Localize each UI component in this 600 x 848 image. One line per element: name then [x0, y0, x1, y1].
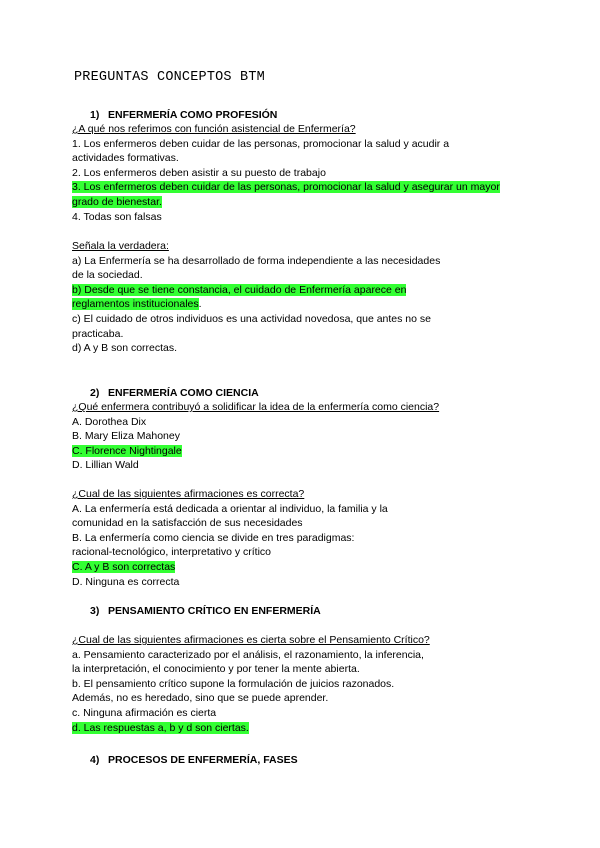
answer-line: a) La Enfermería se ha desarrollado de forma independiente a las necesidades: [72, 254, 441, 267]
answer-line: la interpretación, el conocimiento y por tener la mente abierta.: [72, 663, 360, 676]
answer-line: A. Dorothea Dix: [72, 415, 147, 428]
question-text: Señala la verdadera:: [72, 240, 169, 252]
answer-line: D. Lillian Wald: [72, 459, 139, 472]
answer-line: 2. Los enfermeros deben asistir a su puesto de trabajo: [72, 166, 326, 179]
section-heading-2: [90, 386, 259, 401]
correct-answer-highlight: d. Las respuestas a, b y d son ciertas.: [72, 721, 249, 734]
section-number: 2): [90, 387, 100, 399]
question-block: [72, 122, 532, 224]
correct-answer-highlight: C. Florence Nightingale: [72, 444, 182, 457]
question-text: ¿Cual de las siguientes afirmaciones es cierta sobre el Pensamiento Crítico?: [72, 634, 430, 646]
question-text: ¿A qué nos referimos con función asistencial de Enfermería?: [72, 123, 356, 135]
answer-line: 1. Los enfermeros deben cuidar de las personas, promocionar la salud y acudir a: [72, 137, 450, 150]
question-block: [72, 400, 532, 473]
answer-line: A. La enfermería está dedicada a orientar al individuo, la familia y la: [72, 502, 388, 515]
answer-line: a. Pensamiento caracterizado por el análisis, el razonamiento, la inferencia,: [72, 648, 424, 661]
document-title: PREGUNTAS CONCEPTOS BTM: [74, 70, 265, 85]
section-number: 4): [90, 754, 100, 766]
section-title: ENFERMERÍA COMO CIENCIA: [108, 387, 259, 399]
correct-answer-highlight: reglamentos institucionales: [72, 298, 199, 311]
question-text: ¿Cual de las siguientes afirmaciones es correcta?: [72, 488, 305, 500]
section-heading-1: [90, 108, 277, 123]
section-title: ENFERMERÍA COMO PROFESIÓN: [108, 109, 278, 121]
question-text: ¿Qué enfermera contribuyó a solidificar la idea de la enfermería como ciencia?: [72, 401, 440, 413]
question-block: [72, 487, 532, 589]
answer-line: B. Mary Eliza Mahoney: [72, 430, 180, 443]
question-block: Señala la verdadera: a) La Enfermería se ha desarrollado de forma independiente a las necesidades de la sociedad. b) Desde que se tiene constancia, el cuidado de Enfermería aparece en reglamentos institucionales. c) El cuidado de otros individuos es una actividad novedosa, que antes no se practicaba. d) A y B son correctas.: [72, 239, 532, 356]
answer-line: d) A y B son correctas.: [72, 342, 178, 355]
question-block: [72, 633, 532, 735]
answer-line: Además, no es heredado, sino que se puede aprender.: [72, 692, 329, 705]
correct-answer-highlight: C. A y B son correctas: [72, 560, 176, 573]
section-number: 1): [90, 109, 100, 121]
answer-line: de la sociedad.: [72, 269, 143, 282]
section-heading-4: [90, 753, 298, 768]
answer-line: c) El cuidado de otros individuos es una actividad novedosa, que antes no se: [72, 312, 431, 325]
answer-line: actividades formativas.: [72, 152, 179, 165]
section-heading-3: [90, 604, 321, 619]
answer-line: b. El pensamiento crítico supone la formulación de juicios razonados.: [72, 677, 395, 690]
answer-line: practicaba.: [72, 327, 124, 340]
answer-line: c. Ninguna afirmación es cierta: [72, 706, 217, 719]
answer-line: racional-tecnológico, interpretativo y crítico: [72, 546, 272, 559]
section-number: 3): [90, 605, 100, 617]
answer-line: D. Ninguna es correcta: [72, 575, 180, 588]
answer-line: 4. Todas son falsas: [72, 210, 162, 223]
section-title: PENSAMIENTO CRÍTICO EN ENFERMERÍA: [108, 605, 321, 617]
correct-answer-highlight: b) Desde que se tiene constancia, el cuidado de Enfermería aparece en: [72, 283, 407, 296]
answer-line: comunidad en la satisfacción de sus necesidades: [72, 517, 303, 530]
answer-line: B. La enfermería como ciencia se divide en tres paradigmas:: [72, 531, 355, 544]
section-title: PROCESOS DE ENFERMERÍA, FASES: [108, 754, 298, 766]
correct-answer-highlight: grado de bienestar.: [72, 195, 162, 208]
correct-answer-highlight: 3. Los enfermeros deben cuidar de las personas, promocionar la salud y asegurar un mayor: [72, 181, 500, 194]
